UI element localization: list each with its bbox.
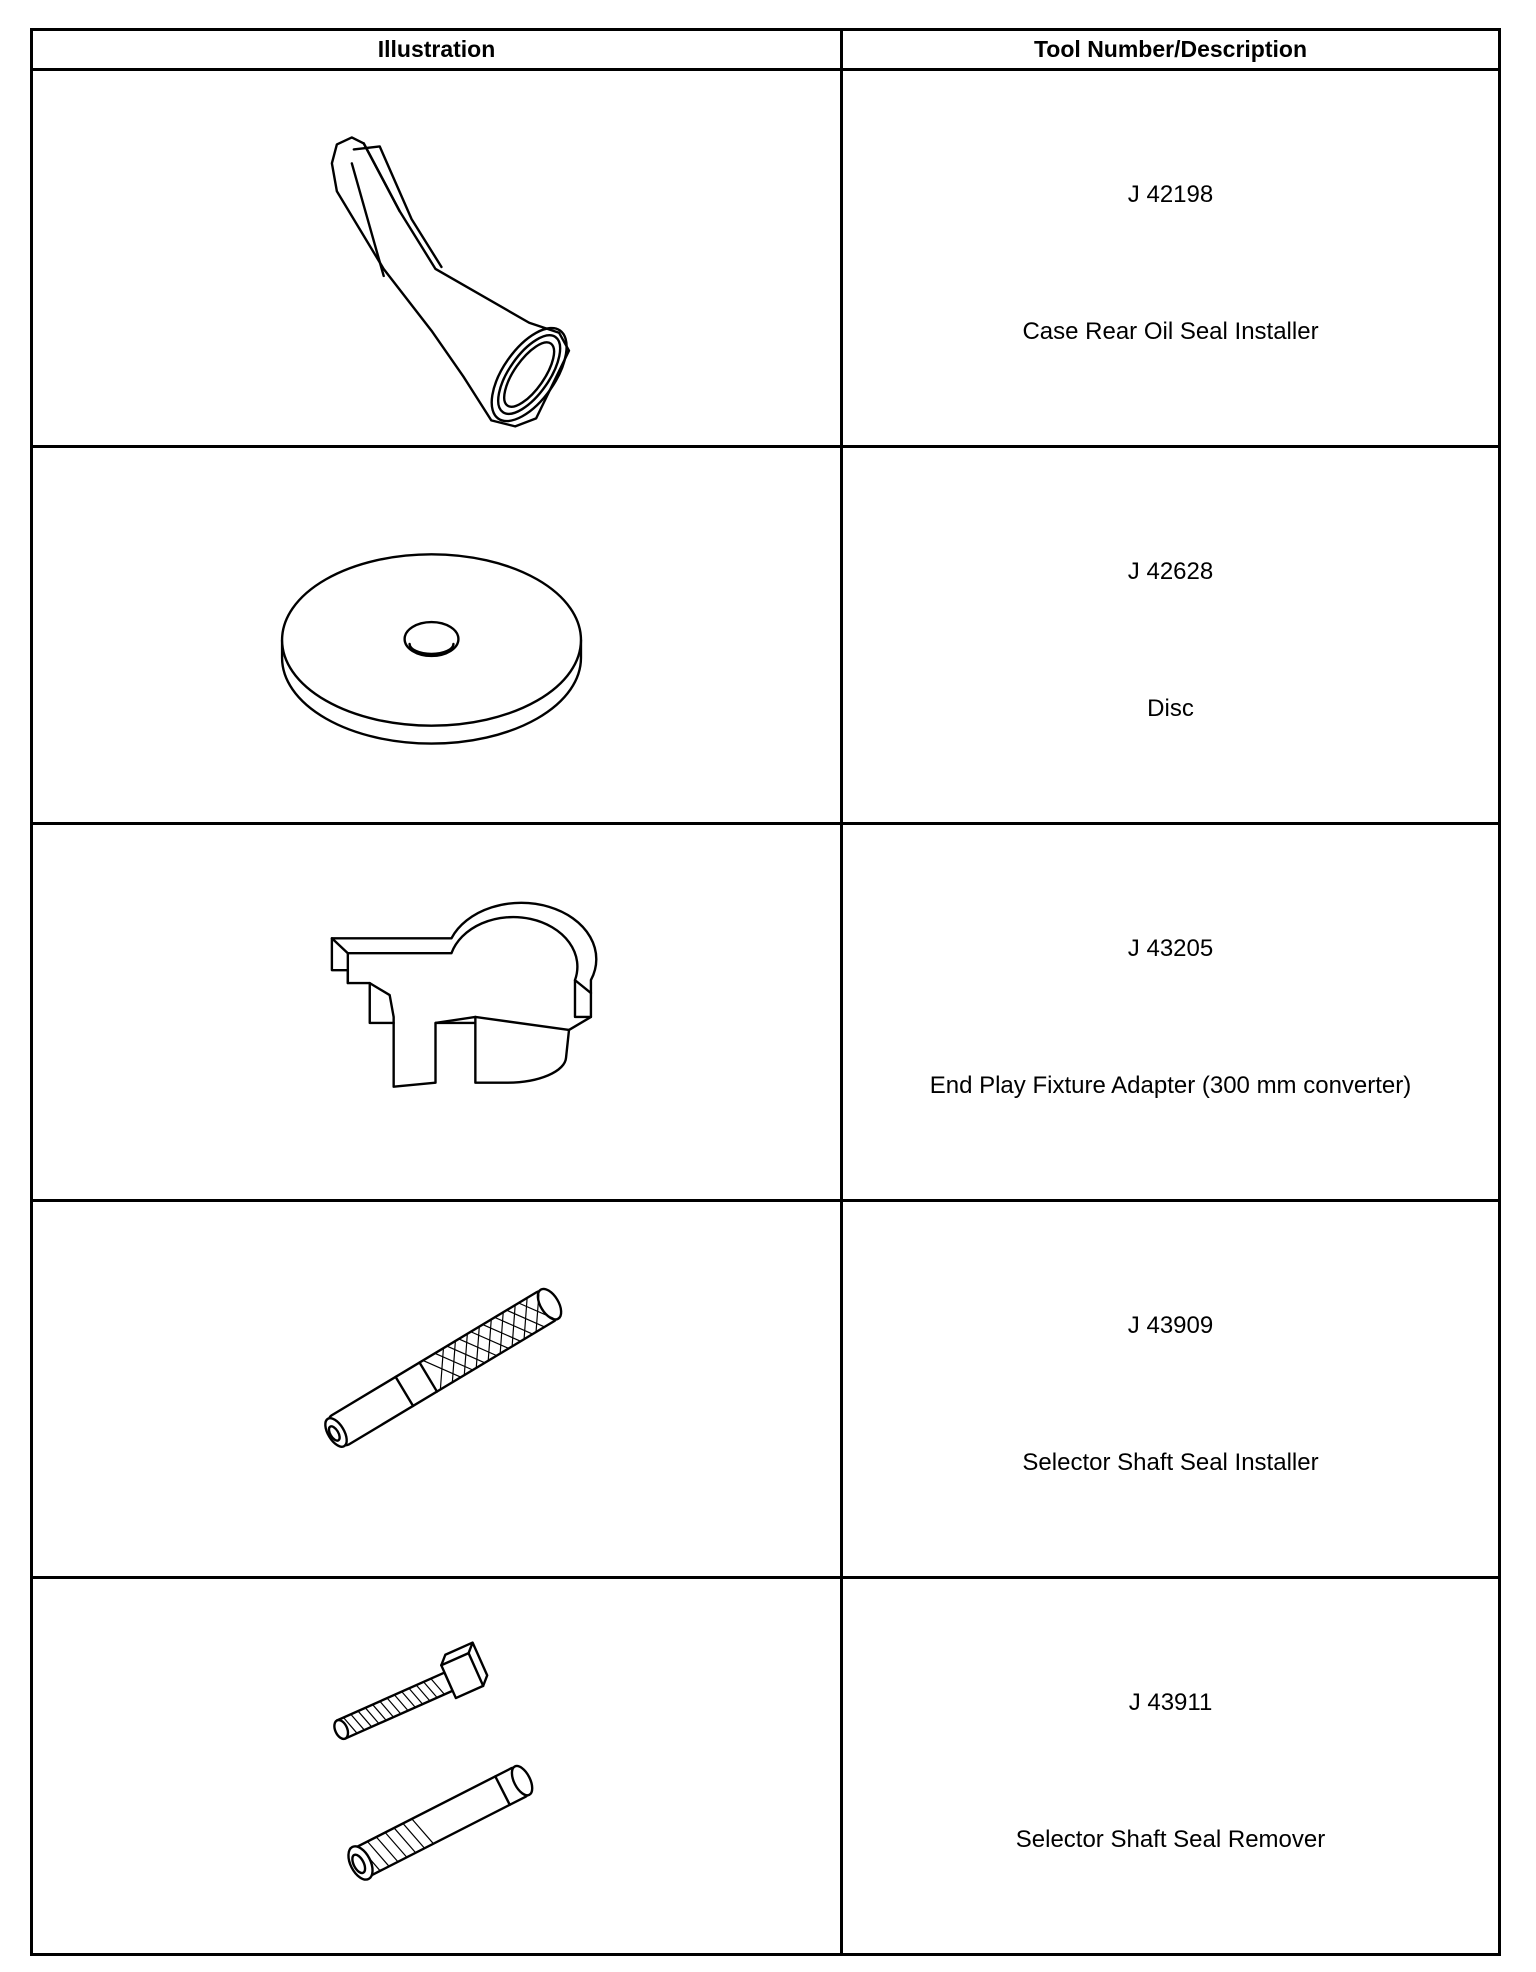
table-row	[32, 824, 1500, 1201]
tool-number: J 43205	[1127, 935, 1214, 962]
tool-number: J 42198	[1127, 181, 1214, 208]
tool-cell	[842, 1578, 1500, 1955]
table-row	[32, 70, 1500, 447]
illustration-cell	[32, 70, 842, 447]
tool-table	[30, 28, 1501, 1956]
illustration-cell	[32, 447, 842, 824]
header-illustration: Illustration	[32, 30, 842, 70]
tool-description: Disc	[1147, 695, 1194, 722]
shaft-remover-icon	[33, 1579, 840, 1953]
tool-cell	[842, 824, 1500, 1201]
tool-description: Case Rear Oil Seal Installer	[1022, 318, 1319, 345]
tool-description: End Play Fixture Adapter (300 mm converter)	[929, 1072, 1412, 1099]
fixture-adapter-icon	[33, 825, 840, 1199]
table-row	[32, 1201, 1500, 1578]
tool-number: J 43911	[1128, 1689, 1213, 1716]
illustration-cell	[32, 1578, 842, 1955]
table-row	[32, 1578, 1500, 1955]
header-row	[32, 30, 1500, 70]
seal-installer-icon	[33, 71, 840, 445]
tool-cell	[842, 70, 1500, 447]
tool-cell	[842, 1201, 1500, 1578]
table-row	[32, 447, 1500, 824]
tool-cell	[842, 447, 1500, 824]
disc-icon	[33, 448, 840, 822]
illustration-cell	[32, 1201, 842, 1578]
tool-description: Selector Shaft Seal Remover	[1015, 1826, 1326, 1853]
tool-description: Selector Shaft Seal Installer	[1022, 1449, 1319, 1476]
tool-number: J 43909	[1127, 1312, 1214, 1339]
header-tool-description: Tool Number/Description	[842, 30, 1500, 70]
illustration-cell	[32, 824, 842, 1201]
shaft-installer-icon	[33, 1202, 840, 1576]
tool-number: J 42628	[1127, 558, 1214, 585]
